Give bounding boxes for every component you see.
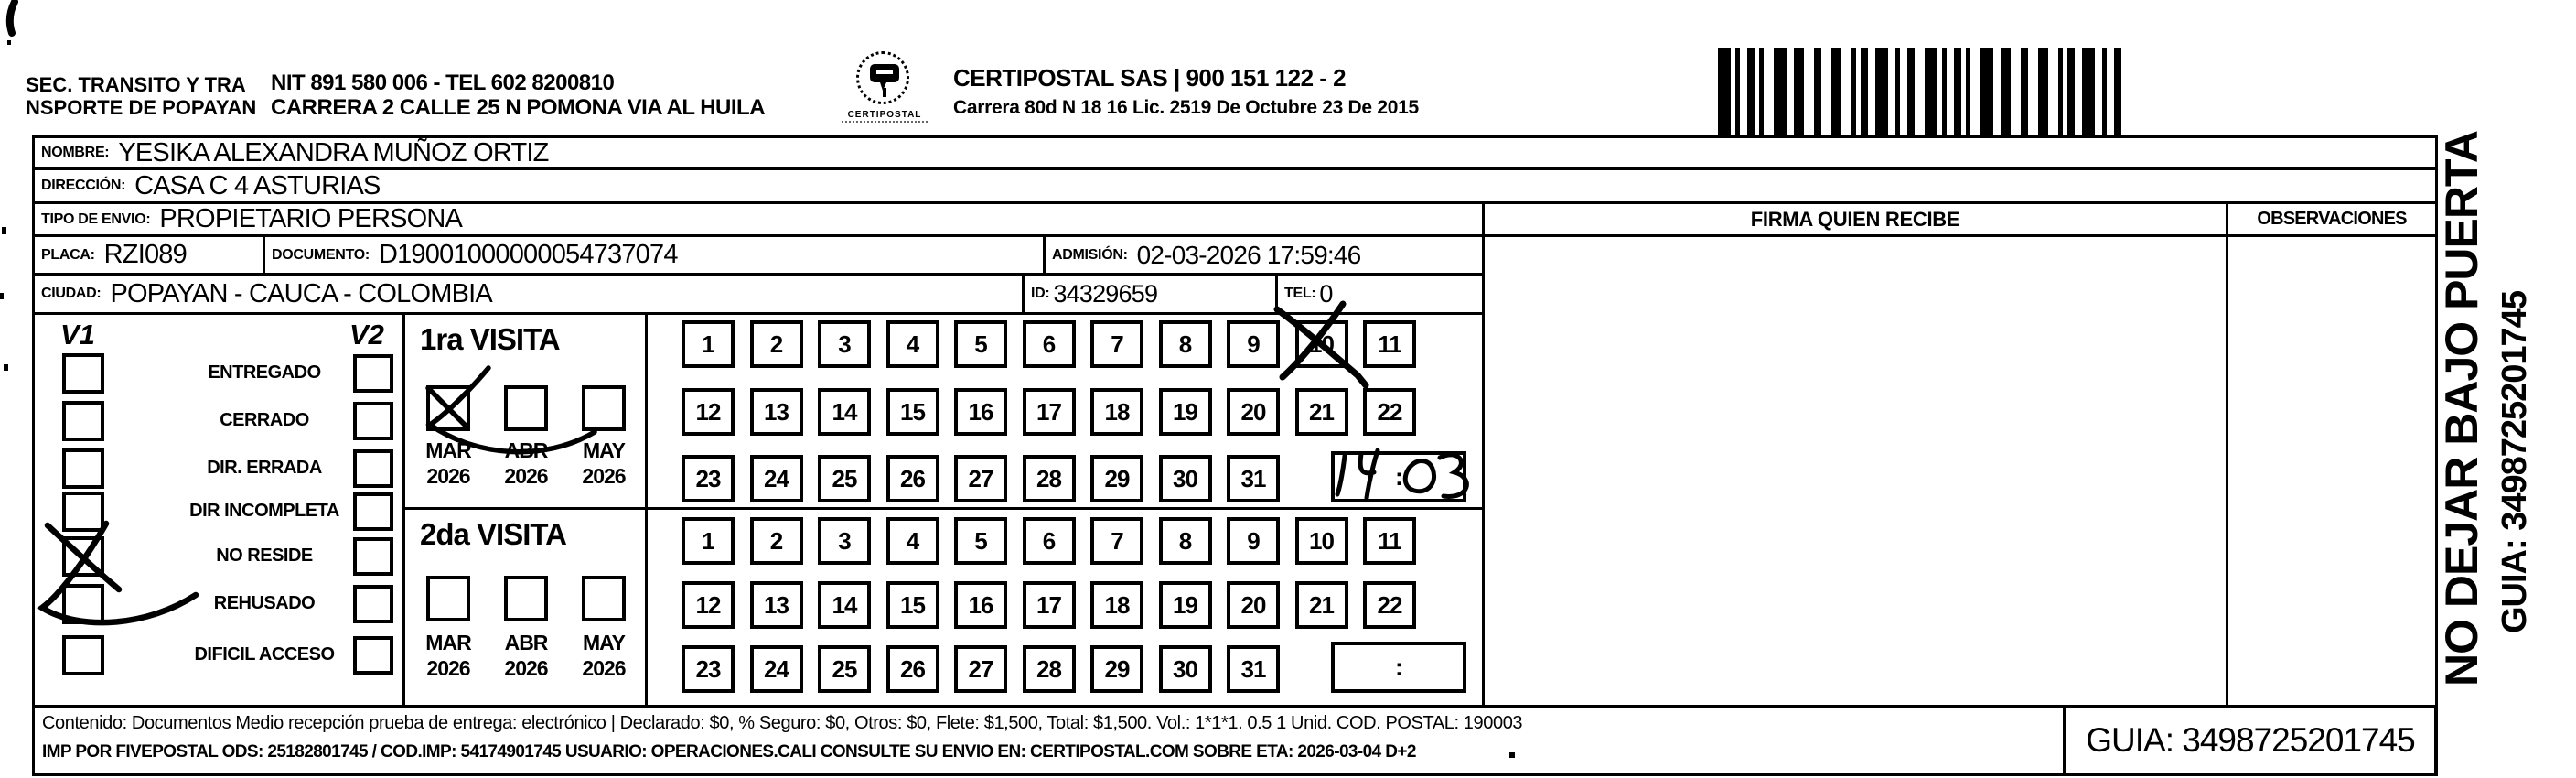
- barcode-bar: [2058, 48, 2063, 135]
- scan-speck: [0, 293, 4, 299]
- day-cell-7[interactable]: 7: [1090, 517, 1143, 565]
- carrier-name-line: CERTIPOSTAL SAS | 900 151 122 - 2: [953, 64, 1347, 92]
- day-cell-8[interactable]: 8: [1159, 320, 1212, 368]
- footer-line2: IMP POR FIVEPOSTAL ODS: 25182801745 / COD.IMP: 54174901745 USUARIO: OPERACIONES.CALI CONSULTE SU ENVIO EN: CERTIPOSTAL.COM SOBRE ETA: 2026-03-04 D+2: [42, 742, 1416, 762]
- documento-value: D19001000000054737074: [378, 240, 678, 269]
- day-cell-21[interactable]: 21: [1295, 581, 1348, 629]
- v2-checkbox-entregado[interactable]: [353, 354, 393, 393]
- logo-bubble-icon: [869, 62, 900, 99]
- logo-wordmark: CERTIPOSTAL: [847, 110, 922, 120]
- direccion-label: DIRECCIÓN:: [41, 178, 126, 193]
- id-cell: [1022, 273, 1278, 315]
- pen-mark: [10, 2, 15, 33]
- placa-value: RZI089: [103, 240, 187, 269]
- sender-address-line: CARRERA 2 CALLE 25 N POMONA VIA AL HUILA: [271, 95, 766, 120]
- direccion-value: CASA C 4 ASTURIAS: [134, 170, 381, 200]
- v2-column-header: V2: [349, 319, 384, 351]
- day-cell-9[interactable]: 9: [1227, 320, 1280, 368]
- documento-cell: [263, 234, 1046, 276]
- day-cell-3[interactable]: 3: [818, 517, 871, 565]
- status-panel: [32, 312, 405, 708]
- day-cell-26[interactable]: 26: [886, 645, 939, 693]
- day-cell-3[interactable]: 3: [818, 320, 871, 368]
- barcode-bar: [1852, 48, 1856, 135]
- day-cell-16[interactable]: 16: [954, 581, 1007, 629]
- day-cell-22[interactable]: 22: [1363, 388, 1416, 436]
- admision-cell: [1043, 234, 1485, 276]
- barcode-bar: [1735, 48, 1740, 135]
- time-cell[interactable]: :: [1331, 451, 1466, 502]
- placa-cell: [32, 234, 265, 276]
- v2-checkbox-dificil-acceso[interactable]: [353, 636, 393, 675]
- day-cell-6[interactable]: 6: [1023, 320, 1076, 368]
- day-cell-23[interactable]: 23: [682, 455, 735, 502]
- day-cell-1[interactable]: 1: [682, 320, 735, 368]
- v2-checkbox-no-reside[interactable]: [353, 537, 393, 576]
- month-label: MAR: [425, 631, 471, 654]
- year-label: 2026: [504, 464, 548, 488]
- tel-label: TEL:: [1284, 286, 1316, 301]
- day-cell-7[interactable]: 7: [1090, 320, 1143, 368]
- barcode-bar: [1718, 48, 1731, 135]
- v1-column-header: V1: [60, 319, 95, 351]
- v1-checkbox-cerrado[interactable]: [62, 401, 104, 441]
- side-guia-text: GUIA: 3498725201745: [2496, 291, 2534, 633]
- day-cell-24[interactable]: 24: [750, 645, 803, 693]
- month-checkbox-abr[interactable]: [504, 576, 548, 621]
- sender-name-line1: SEC. TRANSITO Y TRA: [26, 73, 246, 96]
- ciudad-value: POPAYAN - CAUCA - COLOMBIA: [110, 278, 492, 308]
- side-warning-text: NO DEJAR BAJO PUERTA: [2436, 131, 2487, 686]
- day-cell-10[interactable]: 10: [1295, 320, 1348, 368]
- tipo-envio-value: PROPIETARIO PERSONA: [159, 204, 463, 233]
- day-cell-5[interactable]: 5: [954, 320, 1007, 368]
- day-cell-1[interactable]: 1: [682, 517, 735, 565]
- v1-checkbox-entregado[interactable]: [62, 353, 104, 394]
- day-cell-28[interactable]: 28: [1023, 455, 1076, 502]
- placa-label: PLACA:: [41, 246, 95, 263]
- v1-checkbox-dir-incompleta[interactable]: [62, 492, 104, 532]
- year-label: 2026: [582, 464, 626, 488]
- day-cell-14[interactable]: 14: [818, 581, 871, 629]
- barcode-bar: [1907, 48, 1915, 135]
- barcode-bar: [1966, 48, 1970, 135]
- day-cell-20[interactable]: 20: [1227, 388, 1280, 436]
- year-label: 2026: [504, 656, 548, 680]
- day-cell-10[interactable]: 10: [1295, 517, 1348, 565]
- day-cell-29[interactable]: 29: [1090, 645, 1143, 693]
- certipostal-logo: [834, 49, 935, 137]
- second-visit-panel: [402, 507, 648, 708]
- scan-speck: [1509, 752, 1515, 758]
- month-label: ABR: [504, 438, 548, 462]
- status-option-label: CERRADO: [220, 410, 309, 430]
- tipo-envio-label: TIPO DE ENVIO:: [41, 211, 151, 227]
- scan-speck: [7, 40, 11, 45]
- side-rotated-block: [2435, 131, 2576, 686]
- first-visit-title: 1ra VISITA: [420, 322, 560, 356]
- day-cell-25[interactable]: 25: [818, 645, 871, 693]
- first-visit-panel: [402, 312, 648, 510]
- footer-guia: GUIA: 3498725201745: [2063, 705, 2438, 776]
- day-cell-16[interactable]: 16: [954, 388, 1007, 436]
- barcode-bar: [1814, 48, 1821, 135]
- month-checkbox-mar[interactable]: [426, 576, 470, 621]
- day-cell-9[interactable]: 9: [1227, 517, 1280, 565]
- carrier-block: [953, 64, 1419, 119]
- status-option-label: DIR INCOMPLETA: [189, 501, 339, 521]
- day-cell-17[interactable]: 17: [1023, 581, 1076, 629]
- footer-info-cell: [32, 705, 2066, 776]
- day-cell-27[interactable]: 27: [954, 645, 1007, 693]
- sender-name-line2: NSPORTE DE POPAYAN: [26, 96, 257, 119]
- day-cell-15[interactable]: 15: [886, 581, 939, 629]
- status-option-label: NO RESIDE: [216, 546, 313, 566]
- barcode-bar: [1942, 48, 1947, 135]
- barcode-bar: [1954, 48, 1961, 135]
- barcode-bar: [1925, 48, 1937, 135]
- day-cell-12[interactable]: 12: [682, 388, 735, 436]
- barcode-bar: [1895, 48, 1900, 135]
- day-cell-4[interactable]: 4: [886, 320, 939, 368]
- day-cell-31[interactable]: 31: [1227, 645, 1280, 693]
- day-cell-5[interactable]: 5: [954, 517, 1007, 565]
- day-cell-13[interactable]: 13: [750, 388, 803, 436]
- day-cell-2[interactable]: 2: [750, 320, 803, 368]
- day-cell-28[interactable]: 28: [1023, 645, 1076, 693]
- v1-checkbox-rehusado[interactable]: [62, 584, 104, 624]
- barcode-bar: [1861, 48, 1868, 135]
- barcode-bar: [2021, 48, 2028, 135]
- day-cell-19[interactable]: 19: [1159, 581, 1212, 629]
- observaciones-header: OBSERVACIONES: [2226, 201, 2438, 237]
- barcode-bar: [2082, 48, 2095, 135]
- barcode-bar: [1794, 48, 1804, 135]
- second-visit-day-grid: [645, 507, 1485, 708]
- day-cell-12[interactable]: 12: [682, 581, 735, 629]
- day-cell-31[interactable]: 31: [1227, 455, 1280, 502]
- day-cell-22[interactable]: 22: [1363, 581, 1416, 629]
- v2-checkbox-cerrado[interactable]: [353, 402, 393, 440]
- barcode-bar: [2001, 48, 2011, 135]
- day-cell-13[interactable]: 13: [750, 581, 803, 629]
- admision-label: ADMISIÓN:: [1052, 246, 1128, 263]
- barcode-bar: [2114, 48, 2121, 135]
- barcode-bar: [2038, 48, 2048, 135]
- year-label: 2026: [426, 464, 470, 488]
- month-label: MAY: [583, 631, 625, 654]
- firma-signature-area[interactable]: [1482, 234, 2228, 708]
- barcode-bar: [2102, 48, 2107, 135]
- ciudad-label: CIUDAD:: [41, 286, 102, 301]
- id-label: ID:: [1031, 286, 1050, 301]
- month-label: ABR: [504, 631, 548, 654]
- day-cell-27[interactable]: 27: [954, 455, 1007, 502]
- sender-nit-line: NIT 891 580 006 - TEL 602 8200810: [271, 70, 615, 95]
- second-visit-title: 2da VISITA: [420, 517, 566, 551]
- v1-checkbox-no-reside[interactable]: [62, 536, 104, 577]
- status-option-label: DIFICIL ACCESO: [194, 644, 335, 665]
- day-cell-30[interactable]: 30: [1159, 455, 1212, 502]
- day-cell-19[interactable]: 19: [1159, 388, 1212, 436]
- day-cell-6[interactable]: 6: [1023, 517, 1076, 565]
- day-cell-11[interactable]: 11: [1363, 320, 1416, 368]
- day-cell-11[interactable]: 11: [1363, 517, 1416, 565]
- barcode-bar: [1759, 48, 1764, 135]
- day-cell-4[interactable]: 4: [886, 517, 939, 565]
- day-cell-30[interactable]: 30: [1159, 645, 1212, 693]
- v1-checkbox-dir-errada[interactable]: [62, 448, 104, 489]
- barcode-bar: [2067, 48, 2075, 135]
- v2-checkbox-dir-errada[interactable]: [353, 449, 393, 488]
- month-checkbox-may[interactable]: [582, 576, 626, 621]
- tipo-envio-cell: [32, 201, 1485, 237]
- carrier-address-line: Carrera 80d N 18 16 Lic. 2519 De Octubre 23 De 2015: [953, 97, 1419, 118]
- tel-value: 0: [1319, 279, 1333, 308]
- day-cell-26[interactable]: 26: [886, 455, 939, 502]
- logo-tagline-dots: [842, 121, 928, 123]
- barcode: [1718, 48, 2253, 135]
- barcode-bar: [1831, 48, 1841, 135]
- day-cell-2[interactable]: 2: [750, 517, 803, 565]
- day-cell-29[interactable]: 29: [1090, 455, 1143, 502]
- direccion-row: [32, 167, 2438, 204]
- barcode-bar: [1774, 48, 1787, 135]
- day-cell-18[interactable]: 18: [1090, 581, 1143, 629]
- status-option-label: ENTREGADO: [208, 362, 321, 383]
- admision-value: 02-03-2026 17:59:46: [1136, 240, 1361, 269]
- year-label: 2026: [582, 656, 626, 680]
- v2-checkbox-dir-incompleta[interactable]: [353, 492, 393, 531]
- footer-line1: Contenido: Documentos Medio recepción prueba de entrega: electrónico | Declarado: $0, % Seguro: $0, Otros: $0, Flete: $1,500, Total: $1,500. Vol.: 1*1*1. 0.5 1 Unid. COD. POSTAL: 190003: [42, 713, 1523, 733]
- tel-cell: [1275, 273, 1485, 315]
- day-cell-15[interactable]: 15: [886, 388, 939, 436]
- day-cell-20[interactable]: 20: [1227, 581, 1280, 629]
- day-cell-23[interactable]: 23: [682, 645, 735, 693]
- day-cell-8[interactable]: 8: [1159, 517, 1212, 565]
- observaciones-area[interactable]: [2226, 234, 2438, 708]
- nombre-row: [32, 135, 2438, 170]
- month-label: MAR: [425, 438, 471, 462]
- scan-speck: [2, 227, 6, 234]
- day-cell-17[interactable]: 17: [1023, 388, 1076, 436]
- sender-contact-block: [271, 70, 765, 120]
- month-checkbox-mar[interactable]: [426, 385, 470, 431]
- day-cell-18[interactable]: 18: [1090, 388, 1143, 436]
- status-option-label: REHUSADO: [213, 593, 316, 613]
- status-option-label: DIR. ERRADA: [207, 458, 322, 478]
- barcode-bar: [1980, 48, 1993, 135]
- barcode-bar: [1875, 48, 1888, 135]
- day-cell-25[interactable]: 25: [818, 455, 871, 502]
- documento-label: DOCUMENTO:: [272, 246, 370, 263]
- time-cell[interactable]: :: [1331, 642, 1466, 693]
- day-cell-24[interactable]: 24: [750, 455, 803, 502]
- firma-header: FIRMA QUIEN RECIBE: [1482, 201, 2228, 237]
- month-label: MAY: [583, 438, 625, 462]
- month-checkbox-abr[interactable]: [504, 385, 548, 431]
- month-checkbox-may[interactable]: [582, 385, 626, 431]
- day-cell-21[interactable]: 21: [1295, 388, 1348, 436]
- id-value: 34329659: [1053, 279, 1158, 308]
- year-label: 2026: [426, 656, 470, 680]
- day-cell-14[interactable]: 14: [818, 388, 871, 436]
- ciudad-cell: [32, 273, 1025, 315]
- v2-checkbox-rehusado[interactable]: [353, 585, 393, 623]
- nombre-value: YESIKA ALEXANDRA MUÑOZ ORTIZ: [118, 137, 549, 167]
- barcode-bar: [1747, 48, 1755, 135]
- v1-checkbox-dificil-acceso[interactable]: [62, 635, 104, 675]
- sender-name-block: [26, 73, 256, 119]
- nombre-label: NOMBRE:: [41, 145, 110, 160]
- scan-speck: [4, 364, 8, 371]
- first-visit-day-grid: [645, 312, 1485, 510]
